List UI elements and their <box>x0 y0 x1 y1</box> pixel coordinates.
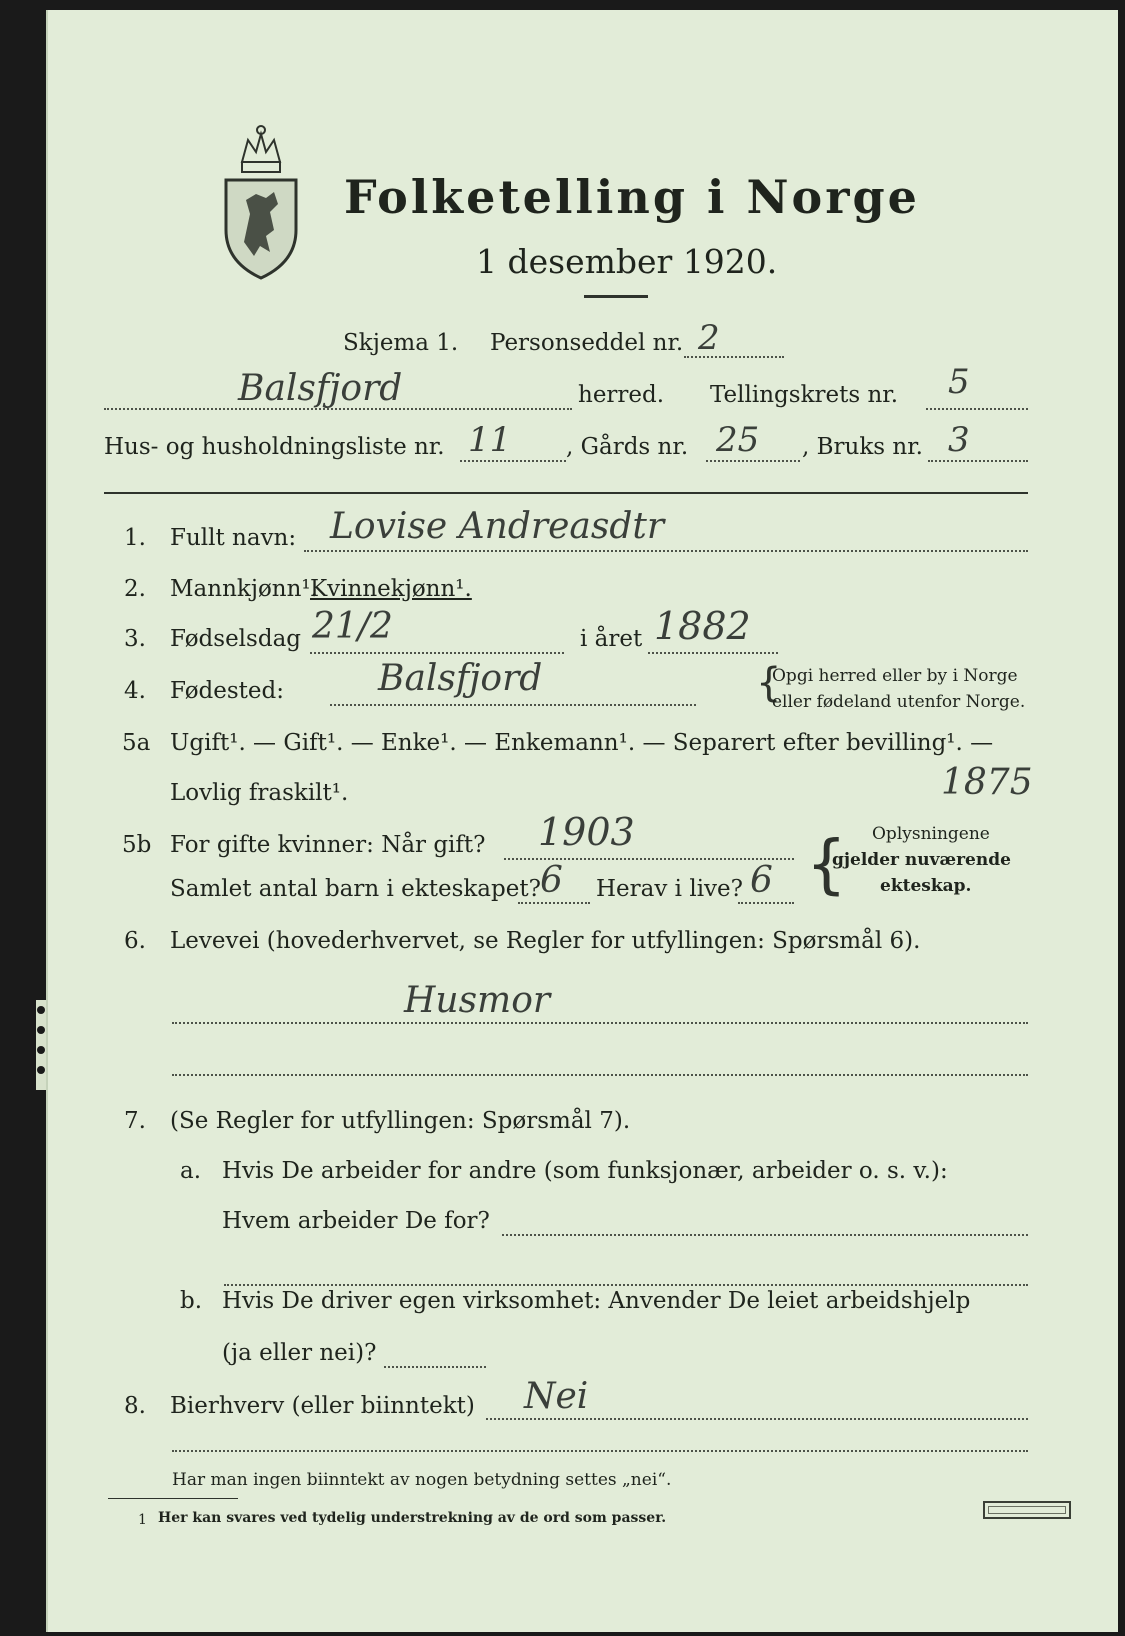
tellingskrets-value[interactable]: 5 <box>948 362 970 402</box>
binding-holes-icon <box>34 1000 48 1090</box>
q7a-line <box>502 1234 1028 1236</box>
coat-of-arms-icon <box>220 122 302 282</box>
q5a-options[interactable]: Ugift¹. — Gift¹. — Enke¹. — Enkemann¹. — Separert efter bevilling¹. — <box>170 730 994 756</box>
q7b-letter: b. <box>180 1288 203 1314</box>
bruks-value[interactable]: 3 <box>948 420 970 460</box>
title-divider <box>584 295 648 298</box>
tellingskrets-line <box>926 408 1028 410</box>
footnote-number: 1 <box>138 1512 147 1528</box>
q8-line2 <box>172 1450 1028 1452</box>
q8-number: 8. <box>124 1393 146 1419</box>
q4-number: 4. <box>124 678 146 704</box>
bruks-line <box>928 460 1028 462</box>
q5a-line2: Lovlig fraskilt¹. <box>170 780 349 806</box>
q6-line2 <box>172 1074 1028 1076</box>
q6-value[interactable]: Husmor <box>404 980 551 1021</box>
husliste-label: Hus- og husholdningsliste nr. <box>104 434 445 460</box>
q3-line <box>310 652 564 654</box>
q6-label: Levevei (hovederhvervet, se Regler for utfyllingen: Spørsmål 6). <box>170 928 921 954</box>
herred-value[interactable]: Balsfjord <box>238 368 403 409</box>
personseddel-label: Personseddel nr. <box>490 330 684 356</box>
footer-note: Har man ingen biinntekt av nogen betydning settes „nei“. <box>172 1470 672 1490</box>
q5b-alive-value[interactable]: 6 <box>750 860 773 901</box>
q8-label: Bierhverv (eller biinntekt) <box>170 1393 475 1419</box>
personseddel-value[interactable]: 2 <box>698 318 720 358</box>
q3-label: Fødselsdag <box>170 626 302 652</box>
husliste-line <box>460 460 566 462</box>
q7b-line <box>384 1366 486 1368</box>
q8-line <box>486 1418 1028 1420</box>
q5a-margin-note: 1875 <box>941 762 1033 803</box>
form-title: Folketelling i Norge <box>344 170 920 224</box>
printer-stamp <box>983 1501 1071 1519</box>
skjema-label: Skjema 1. <box>343 330 459 356</box>
husliste-value[interactable]: 11 <box>468 420 512 460</box>
q8-value[interactable]: Nei <box>524 1376 589 1417</box>
q7-label: (Se Regler for utfyllingen: Spørsmål 7). <box>170 1108 631 1134</box>
q4-value[interactable]: Balsfjord <box>378 658 543 699</box>
q5b-label: For gifte kvinner: Når gift? <box>170 832 486 858</box>
q4-note-line1: Opgi herred eller by i Norge <box>772 666 1018 686</box>
q4-brace: { <box>756 660 782 706</box>
q3-value[interactable]: 21/2 <box>312 606 393 647</box>
q5b-children-label: Samlet antal barn i ekteskapet? <box>170 876 541 902</box>
q3-year-value[interactable]: 1882 <box>654 604 751 648</box>
q5b-note-line3: ekteskap. <box>880 876 972 896</box>
q3-year-label: i året <box>580 626 643 652</box>
q5a-number: 5a <box>122 730 151 756</box>
q1-line <box>304 550 1028 552</box>
q4-label: Fødested: <box>170 678 285 704</box>
q2-female[interactable]: Kvinnekjønn¹. <box>310 576 472 602</box>
q7a-line2 <box>224 1284 1028 1286</box>
q3-number: 3. <box>124 626 146 652</box>
q5b-note-line2: gjelder nuværende <box>832 850 1011 870</box>
q5b-note-line1: Oplysningene <box>872 824 990 844</box>
q5b-number: 5b <box>122 832 152 858</box>
gards-value[interactable]: 25 <box>716 420 760 460</box>
bruks-label: , Bruks nr. <box>802 434 923 460</box>
q7b-sub: (ja eller nei)? <box>222 1340 377 1366</box>
q1-number: 1. <box>124 525 146 551</box>
q7-number: 7. <box>124 1108 146 1134</box>
q5b-alive-line <box>738 902 794 904</box>
q5b-brace: { <box>806 828 847 902</box>
footnote-divider <box>108 1498 238 1499</box>
q2-male: Mannkjønn¹. <box>170 576 318 602</box>
q7b-text: Hvis De driver egen virksomhet: Anvender De leiet arbeidshjelp <box>222 1288 971 1314</box>
tellingskrets-label: Tellingskrets nr. <box>710 382 899 408</box>
q6-number: 6. <box>124 928 146 954</box>
q5b-alive-label: Herav i live? <box>596 876 743 902</box>
q6-line <box>172 1022 1028 1024</box>
q2-number: 2. <box>124 576 146 602</box>
gards-label: , Gårds nr. <box>566 434 689 460</box>
gards-line <box>706 460 800 462</box>
census-date: 1 desember 1920. <box>476 242 778 281</box>
census-form <box>46 10 1118 1632</box>
q1-label: Fullt navn: <box>170 525 297 551</box>
q5b-children-value[interactable]: 6 <box>540 860 563 901</box>
header-divider <box>104 492 1028 494</box>
q7a-sub: Hvem arbeider De for? <box>222 1208 490 1234</box>
q5b-value[interactable]: 1903 <box>538 810 635 854</box>
q5b-children-line <box>518 902 590 904</box>
q7a-text: Hvis De arbeider for andre (som funksjonær, arbeider o. s. v.): <box>222 1158 948 1184</box>
footnote-text: Her kan svares ved tydelig understrekning av de ord som passer. <box>158 1510 667 1526</box>
q4-line <box>330 704 696 706</box>
q3-year-line <box>648 652 778 654</box>
herred-label: herred. <box>578 382 665 408</box>
q1-value[interactable]: Lovise Andreasdtr <box>330 506 665 547</box>
q4-note-line2: eller fødeland utenfor Norge. <box>772 692 1026 712</box>
q7a-letter: a. <box>180 1158 202 1184</box>
